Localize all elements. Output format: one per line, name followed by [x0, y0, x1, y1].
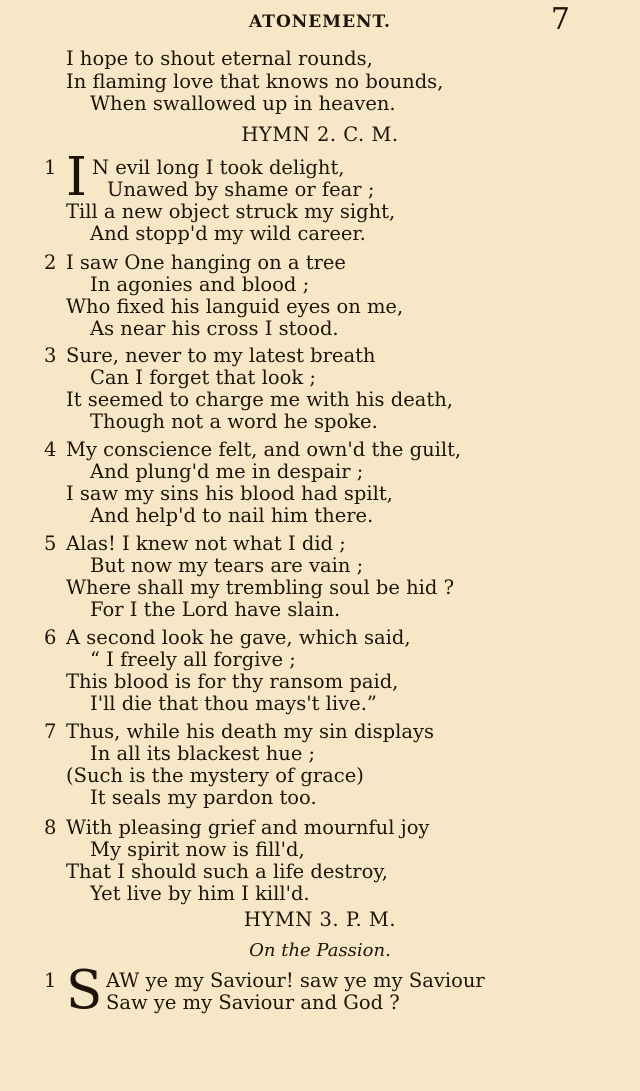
verse-line: Thus, while his death my sin displays	[66, 720, 435, 743]
verse-line: Sure, never to my latest breath	[66, 344, 376, 367]
page-number: 7	[550, 2, 570, 37]
verse-line: Yet live by him I kill'd.	[90, 882, 310, 905]
page-header	[0, 2, 640, 38]
hymn-subtitle: On the Passion.	[249, 940, 391, 961]
verse-line: That I should such a life destroy,	[66, 860, 388, 883]
verse-line: (Such is the mystery of grace)	[66, 764, 364, 787]
stanza-number: 1	[44, 156, 57, 179]
running-title: ATONEMENT.	[249, 12, 391, 32]
stanza-number: 6	[44, 626, 57, 649]
stanza-number: 8	[44, 816, 57, 839]
stanza-number: 4	[44, 438, 57, 461]
verse-line: I'll die that thou mays't live.”	[90, 692, 377, 715]
verse-line: But now my tears are vain ;	[90, 554, 364, 577]
verse-line: When swallowed up in heaven.	[90, 92, 396, 115]
verse-line: Till a new object struck my sight,	[66, 200, 396, 223]
verse-line: And help'd to nail him there.	[90, 504, 374, 527]
verse-line: AW ye my Saviour! saw ye my Saviour	[106, 969, 485, 992]
stanza-number: 3	[44, 344, 57, 367]
verse-line: And stopp'd my wild career.	[90, 222, 366, 245]
verse-line: As near his cross I stood.	[90, 317, 339, 340]
verse-line: I hope to shout eternal rounds,	[66, 47, 373, 70]
verse-line: Where shall my trembling soul be hid ?	[66, 576, 455, 599]
verse-line: It seemed to charge me with his death,	[66, 388, 453, 411]
verse-line: With pleasing grief and mournful joy	[66, 816, 430, 839]
stanza-number: 1	[44, 969, 57, 992]
hymn-heading: HYMN 2. C. M.	[241, 123, 399, 146]
verse-line: A second look he gave, which said,	[66, 626, 411, 649]
drop-cap: I	[66, 147, 87, 208]
verse-line: I saw One hanging on a tree	[66, 251, 346, 274]
verse-line: In agonies and blood ;	[90, 273, 310, 296]
verse-line: My spirit now is fill'd,	[90, 838, 305, 861]
verse-line: I saw my sins his blood had spilt,	[66, 482, 393, 505]
verse-line: In flaming love that knows no bounds,	[66, 70, 444, 93]
verse-line: It seals my pardon too.	[90, 786, 317, 809]
verse-line: Who fixed his languid eyes on me,	[66, 295, 404, 318]
drop-cap: S	[66, 960, 103, 1021]
stanza-number: 7	[44, 720, 57, 743]
hymn-heading: HYMN 3. P. M.	[243, 908, 397, 931]
verse-line: “ I freely all forgive ;	[90, 648, 296, 671]
verse-line: My conscience felt, and own'd the guilt,	[66, 438, 462, 461]
verse-line: Alas! I knew not what I did ;	[66, 532, 346, 555]
verse-line: Though not a word he spoke.	[90, 410, 378, 433]
stanza-number: 2	[44, 251, 57, 274]
verse-line: For I the Lord have slain.	[90, 598, 341, 621]
verse-line: And plung'd me in despair ;	[90, 460, 364, 483]
verse-line: Can I forget that look ;	[90, 366, 316, 389]
verse-line: In all its blackest hue ;	[90, 742, 316, 765]
verse-line: This blood is for thy ransom paid,	[66, 670, 399, 693]
verse-line: N evil long I took delight,	[92, 156, 345, 179]
verse-line: Saw ye my Saviour and God ?	[106, 991, 400, 1014]
stanza-number: 5	[44, 532, 57, 555]
verse-line: Unawed by shame or fear ;	[107, 178, 375, 201]
